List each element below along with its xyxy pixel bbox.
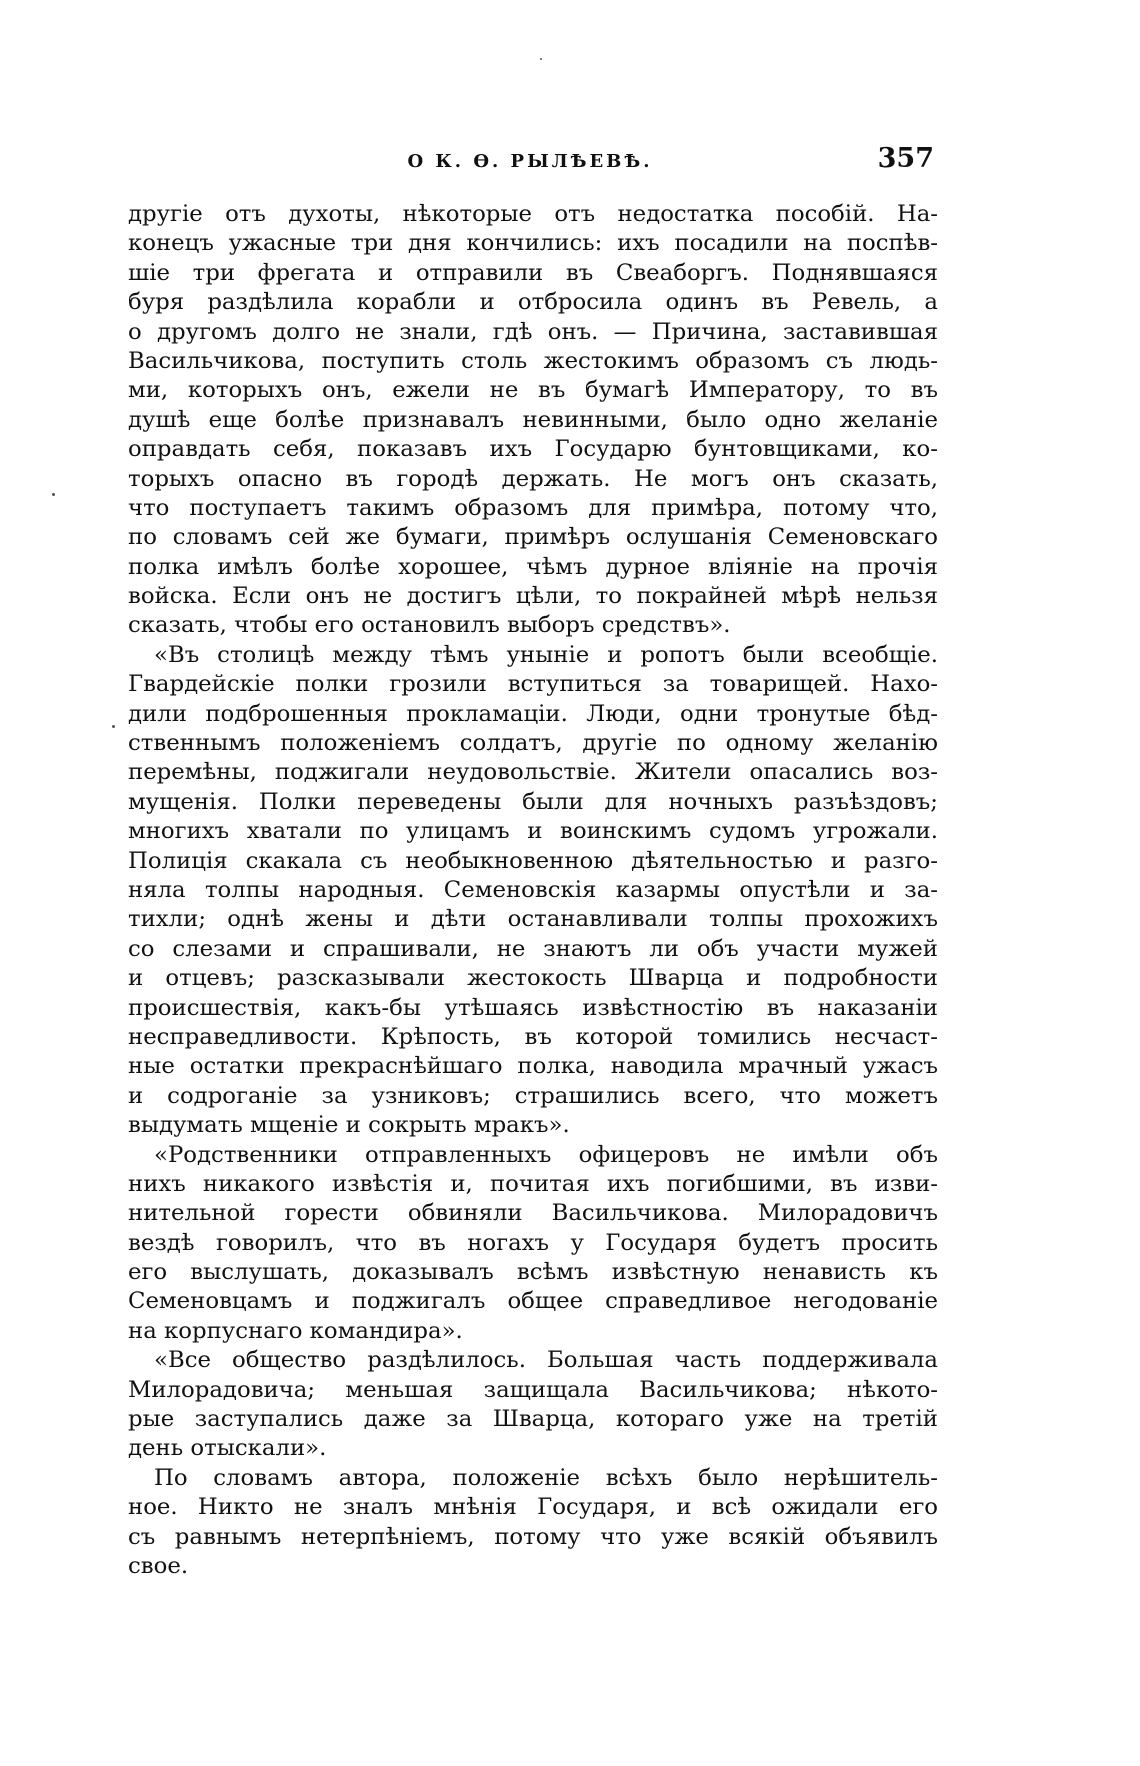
- text-line: конецъ ужасные три дня кончились: ихъ посадили на поспѣв-: [128, 230, 938, 257]
- text-line: нихъ никакого извѣстія и, почитая ихъ погибшими, въ изви-: [128, 1170, 938, 1197]
- text-line: и отцевъ; разсказывали жестокость Шварца и подробности: [128, 965, 938, 992]
- text-line: войска. Если онъ не достигъ цѣли, то покрайней мѣрѣ нельзя: [128, 583, 938, 610]
- paragraph-start-line: «Родственники отправленныхъ офицеровъ не имѣли объ: [154, 1141, 938, 1168]
- text-line: на корпуснаго командира».: [128, 1317, 463, 1344]
- text-line: день отыскали».: [128, 1435, 327, 1462]
- text-line: съ равнымъ нетерпѣніемъ, потому что уже всякій объявилъ: [128, 1523, 938, 1550]
- text-line: выдумать мщеніе и сокрыть мракъ».: [128, 1112, 570, 1139]
- text-line: по словамъ сей же бумаги, примѣръ ослушанія Семеновскаго: [128, 524, 938, 551]
- scan-speck: [112, 725, 115, 728]
- text-line: полка имѣлъ болѣе хорошее, чѣмъ дурное вліяніе на прочія: [128, 553, 938, 580]
- text-line: дили подброшенныя прокламаціи. Люди, одни тронутые бѣд-: [128, 700, 938, 727]
- text-line: рые заступались даже за Шварца, котораго уже на третій: [128, 1406, 938, 1433]
- text-line: Милорадовича; меньшая защищала Васильчикова; нѣкото-: [128, 1376, 938, 1403]
- text-line: другіе отъ духоты, нѣкоторые отъ недостатка пособій. На-: [128, 201, 938, 227]
- text-line: буря раздѣлила корабли и отбросила одинъ въ Ревель, а: [128, 289, 938, 316]
- running-head: [120, 143, 940, 183]
- text-line: вездѣ говорилъ, что въ ногахъ у Государя будетъ просить: [128, 1229, 938, 1256]
- page-number: 357: [877, 143, 934, 174]
- paragraph-start-line: По словамъ автора, положеніе всѣхъ было нерѣшитель-: [154, 1464, 938, 1491]
- text-line: нительной горести обвиняли Васильчикова. Милорадовичъ: [128, 1200, 938, 1227]
- text-line: няла толпы народныя. Семеновскія казармы опустѣли и за-: [128, 876, 938, 903]
- text-line: шіе три фрегата и отправили въ Свеаборгъ. Поднявшаяся: [128, 259, 938, 286]
- text-line: перемѣны, поджигали неудовольствіе. Жители опасались воз-: [128, 759, 938, 786]
- paragraph-start-line: «Все общество раздѣлилось. Большая часть поддерживала: [154, 1347, 938, 1374]
- text-line: свое.: [128, 1552, 189, 1579]
- text-line: мущенія. Полки переведены были для ночныхъ разъѣздовъ;: [128, 788, 938, 815]
- text-line: о другомъ долго не знали, гдѣ онъ. — Причина, заставившая: [128, 318, 938, 345]
- text-line: Семеновцамъ и поджигалъ общее справедливое негодованіе: [128, 1288, 938, 1315]
- text-line: ное. Никто не зналъ мнѣнія Государя, и всѣ ожидали его: [128, 1494, 938, 1521]
- text-line: и содроганіе за узниковъ; страшились всего, что можетъ: [128, 1082, 938, 1109]
- text-line: тихли; однѣ жены и дѣти останавливали толпы прохожихъ: [128, 906, 938, 933]
- text-line: душѣ еще болѣе признавалъ невинными, было одно желаніе: [128, 406, 938, 433]
- text-line: многихъ хватали по улицамъ и воинскимъ судомъ угрожали.: [128, 818, 938, 845]
- text-line: оправдать себя, показавъ ихъ Государю бунтовщиками, ко-: [128, 436, 938, 463]
- text-line: Гвардейскіе полки грозили вступиться за товарищей. Нахо-: [128, 671, 938, 698]
- text-line: сказать, чтобы его остановилъ выборъ средствъ».: [128, 612, 731, 639]
- text-line: что поступаетъ такимъ образомъ для примѣра, потому что,: [128, 494, 938, 521]
- body-text: [128, 200, 938, 1581]
- scan-speck: [52, 493, 55, 496]
- text-line: ми, которыхъ онъ, ежели не въ бумагѣ Императору, то въ: [128, 377, 938, 404]
- scan-speck: [540, 58, 542, 60]
- text-line: торыхъ опасно въ городѣ держать. Не могъ онъ сказать,: [128, 465, 938, 492]
- text-line: ственнымъ положеніемъ солдатъ, другіе по одному желанію: [128, 730, 938, 757]
- text-line: его выслушать, доказывалъ всѣмъ извѣстную ненависть къ: [128, 1259, 938, 1286]
- running-title: О К. Ѳ. РЫЛѢЕВѢ.: [407, 151, 653, 172]
- text-line: происшествія, какъ-бы утѣшаясь извѣстностію въ наказаніи: [128, 994, 938, 1021]
- text-line: Полиція скакала съ необыкновенною дѣятельностью и разго-: [128, 847, 938, 874]
- text-line: Васильчикова, поступить столь жестокимъ образомъ съ людь-: [128, 347, 938, 374]
- paragraph-start-line: «Въ столицѣ между тѣмъ уныніе и ропотъ были всеобщіе.: [154, 641, 938, 668]
- text-line: несправедливости. Крѣпость, въ которой томились несчаст-: [128, 1023, 938, 1050]
- text-line: ные остатки прекраснѣйшаго полка, наводила мрачный ужасъ: [128, 1053, 938, 1080]
- text-line: со слезами и спрашивали, не знаютъ ли объ участи мужей: [128, 935, 938, 962]
